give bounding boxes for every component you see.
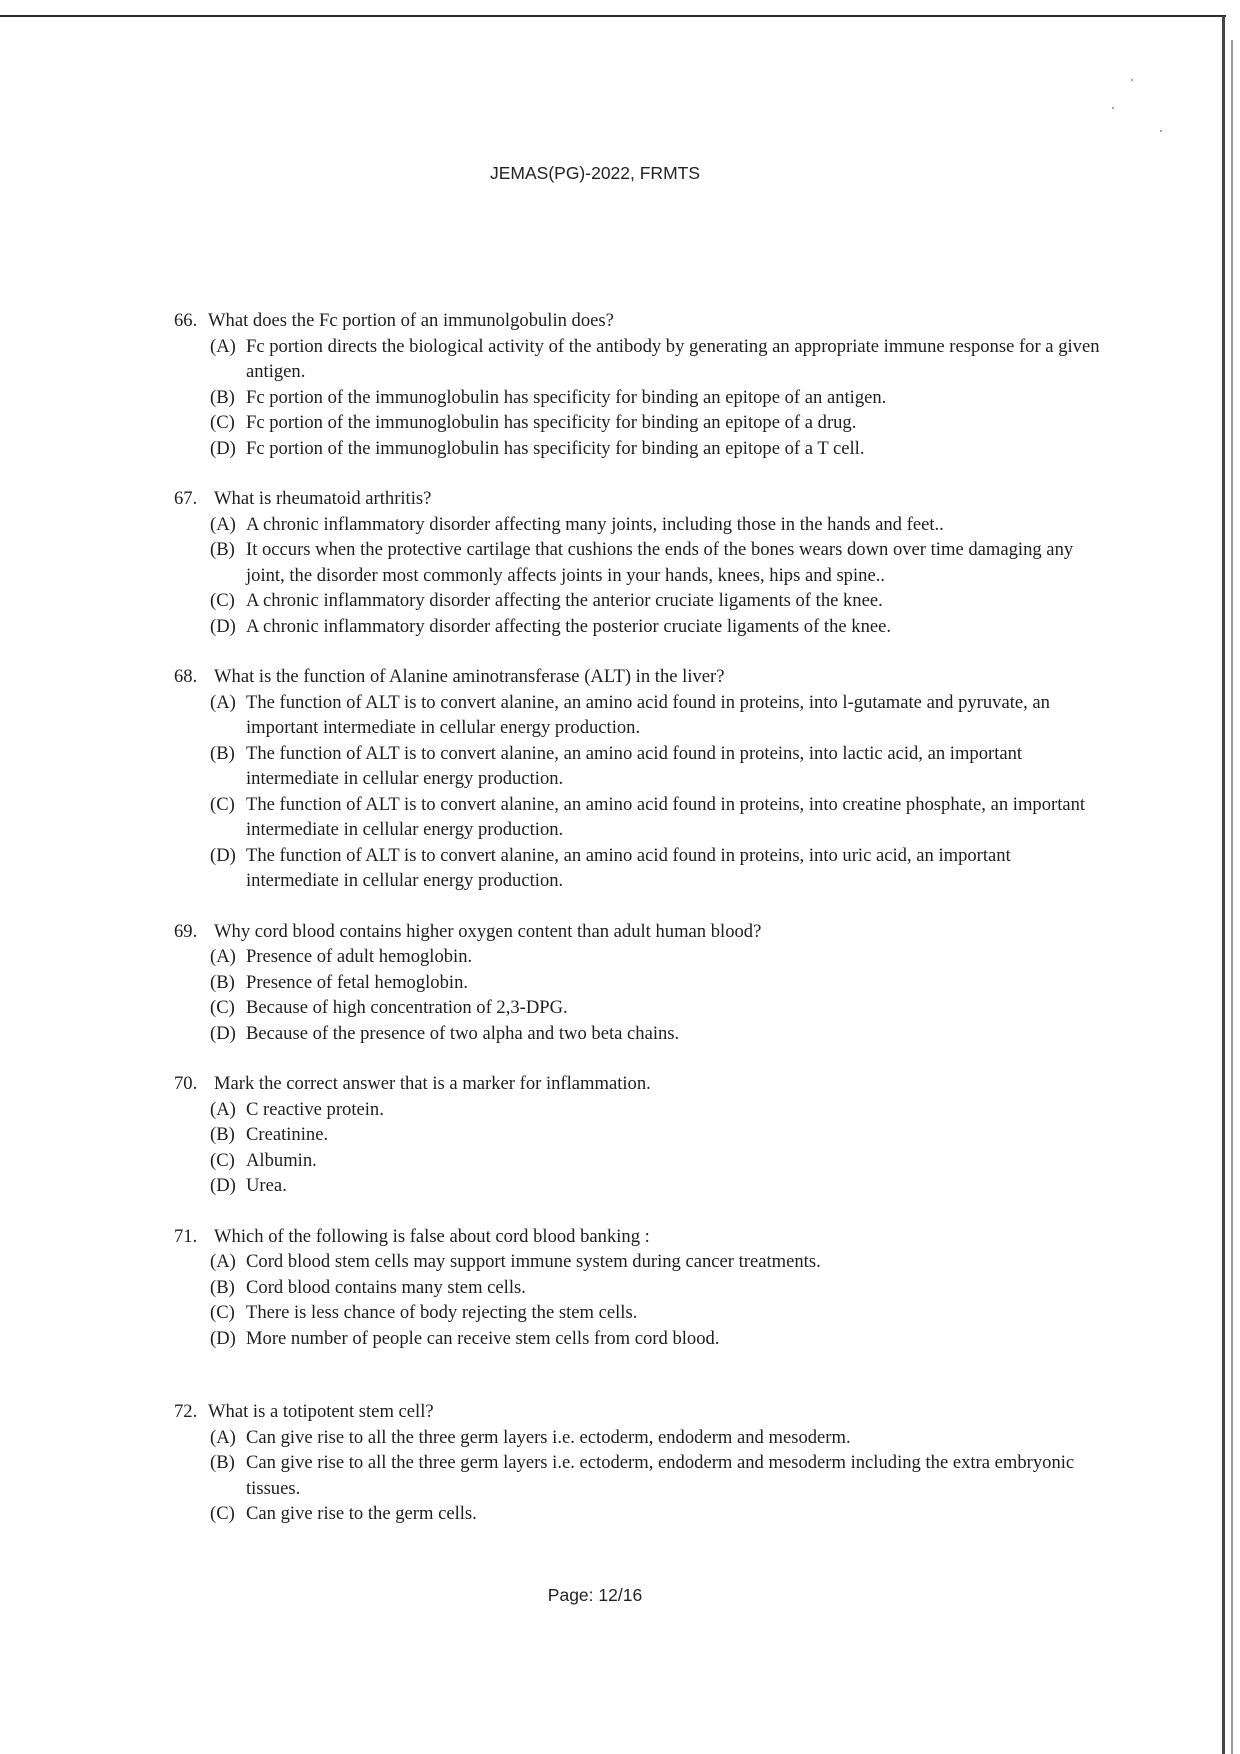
option-list: [174, 1249, 1104, 1351]
question-stem: [174, 1399, 1104, 1425]
option-label: (B): [210, 971, 235, 993]
option-label: (D): [210, 615, 236, 637]
option-d: [210, 843, 1104, 894]
option-text: There is less chance of body rejecting the stem cells.: [246, 1302, 638, 1323]
scan-top-border: [0, 15, 1226, 17]
option-b: [210, 1275, 1104, 1301]
option-label: (A): [210, 1098, 236, 1120]
option-label: (D): [210, 844, 236, 866]
option-c: [210, 792, 1104, 843]
question-stem: [174, 1224, 1104, 1250]
option-text: Fc portion of the immunoglobulin has specificity for binding an epitope of an antigen.: [246, 386, 887, 408]
scan-speck: [1131, 79, 1133, 81]
option-text: Presence of fetal hemoglobin.: [246, 971, 469, 993]
option-label: (C): [210, 997, 235, 1018]
question-69: [174, 919, 1104, 1047]
question-number: 69.: [174, 920, 198, 942]
question-number: 67.: [174, 488, 198, 509]
option-d: [210, 1173, 1104, 1199]
option-b: [210, 537, 1104, 588]
question-stem: [174, 486, 1104, 512]
question-68: [174, 664, 1104, 894]
question-text: What is a totipotent stem cell?: [208, 1401, 434, 1422]
option-text: Can give rise to all the three germ layers i.e. ectoderm, endoderm and mesoderm.: [246, 1426, 851, 1448]
option-b: [210, 1450, 1104, 1501]
question-67: [174, 486, 1104, 639]
option-text: Can give rise to the germ cells.: [246, 1503, 477, 1524]
option-list: [174, 1425, 1104, 1527]
question-stem: [174, 919, 1104, 945]
scan-speck: [1112, 107, 1114, 109]
option-label: (D): [210, 1175, 236, 1196]
option-label: (C): [210, 1149, 235, 1171]
option-label: (C): [210, 793, 235, 815]
option-a: [210, 512, 1104, 538]
option-text: Cord blood contains many stem cells.: [246, 1276, 526, 1298]
question-66: [174, 308, 1104, 461]
option-text: Fc portion directs the biological activity of the antibody by generating an appropriate immune response for a given antigen.: [246, 335, 1100, 382]
option-label: (B): [210, 742, 235, 764]
option-text: The function of ALT is to convert alanine, an amino acid found in proteins, into lactic acid, an important intermediate in cellular energy production.: [246, 742, 1023, 789]
option-text: Urea.: [246, 1175, 287, 1196]
option-label: (A): [210, 1251, 236, 1272]
option-text: The function of ALT is to convert alanine, an amino acid found in proteins, into creatine phosphate, an important intermediate in cellular energy production.: [246, 793, 1086, 840]
question-71: [174, 1224, 1104, 1352]
option-d: [210, 1021, 1104, 1047]
option-list: [174, 690, 1104, 894]
option-label: (B): [210, 1124, 235, 1145]
option-text: The function of ALT is to convert alanine, an amino acid found in proteins, into l-gutamate and pyruvate, an important intermediate in cellular energy production.: [246, 691, 1050, 738]
question-list: [174, 308, 1104, 1552]
option-label: (C): [210, 412, 235, 433]
option-label: (A): [210, 691, 236, 713]
question-stem: [174, 308, 1104, 334]
option-text: Presence of adult hemoglobin.: [246, 946, 473, 967]
option-b: [210, 1122, 1104, 1148]
option-text: Because of the presence of two alpha and two beta chains.: [246, 1022, 680, 1044]
option-c: [210, 588, 1104, 614]
scan-right-border: [1222, 16, 1225, 1754]
scan-speck: [1160, 130, 1162, 132]
option-label: (B): [210, 539, 235, 560]
option-a: [210, 1425, 1104, 1451]
option-a: [210, 1249, 1104, 1275]
option-label: (D): [210, 1022, 236, 1044]
option-text: C reactive protein.: [246, 1098, 384, 1120]
option-list: [174, 1097, 1104, 1199]
option-label: (C): [210, 590, 235, 611]
question-number: 71.: [174, 1225, 198, 1247]
option-label: (B): [210, 386, 235, 408]
option-text: A chronic inflammatory disorder affecting the posterior cruciate ligaments of the knee.: [246, 615, 892, 637]
question-number: 68.: [174, 666, 198, 687]
question-stem: [174, 1071, 1104, 1097]
option-text: Because of high concentration of 2,3-DPG.: [246, 997, 568, 1018]
question-text: What is rheumatoid arthritis?: [214, 488, 432, 509]
option-text: The function of ALT is to convert alanine, an amino acid found in proteins, into uric acid, an important intermediate in cellular energy production.: [246, 844, 1011, 891]
option-label: (A): [210, 946, 236, 967]
option-text: It occurs when the protective cartilage that cushions the ends of the bones wears down over time damaging any joint, the disorder most commonly affects joints in your hands, knees, hips and spine..: [246, 539, 1074, 586]
question-text: Which of the following is false about cord blood banking :: [214, 1225, 650, 1247]
option-text: More number of people can receive stem cells from cord blood.: [246, 1327, 720, 1349]
option-b: [210, 970, 1104, 996]
option-a: [210, 1097, 1104, 1123]
option-text: Creatinine.: [246, 1124, 329, 1145]
page-number: Page: 12/16: [547, 1585, 643, 1605]
option-text: A chronic inflammatory disorder affecting many joints, including those in the hands and feet..: [246, 513, 944, 535]
option-list: [174, 512, 1104, 640]
question-stem: [174, 664, 1104, 690]
question-number: 70.: [174, 1073, 198, 1094]
option-d: [210, 1326, 1104, 1352]
option-label: (B): [210, 1276, 235, 1298]
option-text: Fc portion of the immunoglobulin has specificity for binding an epitope of a drug.: [246, 412, 857, 433]
option-text: Albumin.: [246, 1149, 317, 1171]
option-list: [174, 334, 1104, 462]
option-label: (B): [210, 1452, 235, 1473]
question-text: Why cord blood contains higher oxygen content than adult human blood?: [214, 920, 762, 942]
scan-right-border-shadow: [1231, 40, 1233, 1754]
option-a: [210, 944, 1104, 970]
option-label: (D): [210, 1327, 236, 1349]
option-text: Cord blood stem cells may support immune system during cancer treatments.: [246, 1251, 821, 1272]
option-c: [210, 410, 1104, 436]
option-label: (D): [210, 437, 236, 459]
option-label: (C): [210, 1302, 235, 1323]
option-c: [210, 1300, 1104, 1326]
question-text: What does the Fc portion of an immunolgobulin does?: [208, 310, 614, 331]
option-text: Fc portion of the immunoglobulin has specificity for binding an epitope of a T cell.: [246, 437, 865, 459]
option-d: [210, 614, 1104, 640]
question-number: 72.: [174, 1401, 198, 1422]
question-number: 66.: [174, 310, 198, 331]
option-text: A chronic inflammatory disorder affecting the anterior cruciate ligaments of the knee.: [246, 590, 883, 611]
option-c: [210, 995, 1104, 1021]
option-c: [210, 1148, 1104, 1174]
page-header: JEMAS(PG)-2022, FRMTS: [489, 163, 701, 183]
option-label: (A): [210, 335, 236, 357]
option-label: (C): [210, 1503, 235, 1524]
option-b: [210, 741, 1104, 792]
option-text: Can give rise to all the three germ layers i.e. ectoderm, endoderm and mesoderm including the extra embryonic tissues.: [246, 1452, 1075, 1499]
question-text: Mark the correct answer that is a marker for inflammation.: [214, 1073, 651, 1094]
option-a: [210, 334, 1104, 385]
option-c: [210, 1501, 1104, 1527]
question-text: What is the function of Alanine aminotransferase (ALT) in the liver?: [214, 666, 725, 687]
option-label: (A): [210, 1426, 236, 1448]
option-label: (A): [210, 513, 236, 535]
question-72: [174, 1399, 1104, 1527]
option-a: [210, 690, 1104, 741]
question-70: [174, 1071, 1104, 1199]
option-b: [210, 385, 1104, 411]
option-list: [174, 944, 1104, 1046]
option-d: [210, 436, 1104, 462]
